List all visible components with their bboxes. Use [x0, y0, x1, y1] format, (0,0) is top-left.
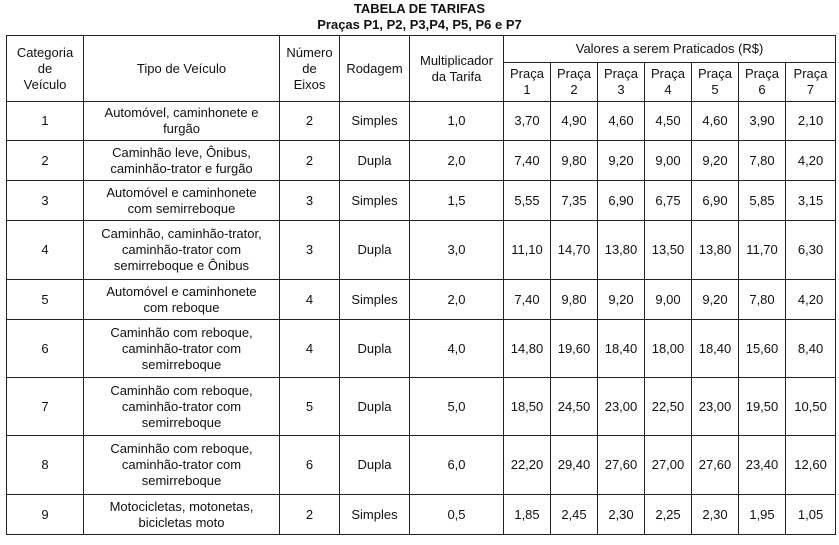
header-praca-6: Praça 6	[739, 63, 786, 102]
cell-valor: 2,10	[786, 102, 836, 141]
cell-valor: 9,00	[645, 280, 692, 320]
header-tipo: Tipo de Veículo	[84, 36, 280, 102]
cell-valor: 22,50	[645, 378, 692, 436]
cell-valor: 7,40	[504, 141, 551, 181]
table-row	[7, 320, 836, 378]
cell-eixos: 2	[280, 141, 340, 181]
cell-valor: 23,00	[598, 378, 645, 436]
cell-valor: 6,90	[692, 181, 739, 221]
table-row	[7, 181, 836, 221]
cell-valor: 2,25	[645, 495, 692, 535]
header-rodagem: Rodagem	[340, 36, 410, 102]
tariff-table-body	[7, 102, 836, 535]
cell-multiplicador: 6,0	[410, 436, 504, 495]
cell-tipo: Automóvel, caminhonete e furgão	[84, 102, 280, 141]
cell-categoria: 7	[7, 378, 84, 436]
cell-tipo: Caminhão leve, Ônibus, caminhão-trator e furgão	[84, 141, 280, 181]
cell-valor: 12,60	[786, 436, 836, 495]
cell-valor: 6,90	[598, 181, 645, 221]
cell-valor: 6,75	[645, 181, 692, 221]
cell-valor: 5,85	[739, 181, 786, 221]
cell-valor: 1,95	[739, 495, 786, 535]
cell-valor: 18,40	[692, 320, 739, 378]
cell-rodagem: Dupla	[340, 141, 410, 181]
cell-multiplicador: 3,0	[410, 221, 504, 280]
cell-valor: 27,60	[598, 436, 645, 495]
cell-categoria: 5	[7, 280, 84, 320]
cell-valor: 7,80	[739, 141, 786, 181]
cell-valor: 24,50	[551, 378, 598, 436]
cell-valor: 29,40	[551, 436, 598, 495]
cell-valor: 5,55	[504, 181, 551, 221]
header-praca-5: Praça 5	[692, 63, 739, 102]
header-multiplicador: Multiplicador da Tarifa	[410, 36, 504, 102]
cell-valor: 19,50	[739, 378, 786, 436]
cell-valor: 9,20	[692, 280, 739, 320]
cell-valor: 1,05	[786, 495, 836, 535]
cell-categoria: 9	[7, 495, 84, 535]
cell-rodagem: Dupla	[340, 221, 410, 280]
cell-eixos: 4	[280, 320, 340, 378]
cell-valor: 2,30	[598, 495, 645, 535]
cell-valor: 19,60	[551, 320, 598, 378]
cell-valor: 2,30	[692, 495, 739, 535]
cell-valor: 7,40	[504, 280, 551, 320]
header-praca-4: Praça 4	[645, 63, 692, 102]
cell-valor: 4,60	[692, 102, 739, 141]
cell-eixos: 3	[280, 221, 340, 280]
cell-eixos: 5	[280, 378, 340, 436]
table-row	[7, 221, 836, 280]
cell-tipo: Caminhão, caminhão-trator, caminhão-trator com semirreboque e Ônibus	[84, 221, 280, 280]
cell-tipo: Caminhão com reboque, caminhão-trator com semirreboque	[84, 378, 280, 436]
cell-valor: 18,50	[504, 378, 551, 436]
cell-valor: 18,00	[645, 320, 692, 378]
cell-valor: 8,40	[786, 320, 836, 378]
cell-rodagem: Simples	[340, 181, 410, 221]
header-praca-3: Praça 3	[598, 63, 645, 102]
cell-valor: 7,35	[551, 181, 598, 221]
cell-rodagem: Dupla	[340, 378, 410, 436]
cell-valor: 14,80	[504, 320, 551, 378]
cell-valor: 9,20	[598, 280, 645, 320]
cell-valor: 9,80	[551, 141, 598, 181]
cell-multiplicador: 0,5	[410, 495, 504, 535]
cell-eixos: 4	[280, 280, 340, 320]
cell-eixos: 2	[280, 102, 340, 141]
cell-valor: 13,80	[598, 221, 645, 280]
cell-valor: 9,20	[598, 141, 645, 181]
cell-valor: 3,15	[786, 181, 836, 221]
cell-multiplicador: 1,5	[410, 181, 504, 221]
cell-categoria: 4	[7, 221, 84, 280]
cell-categoria: 6	[7, 320, 84, 378]
cell-valor: 4,20	[786, 141, 836, 181]
header-praca-7: Praça 7	[786, 63, 836, 102]
cell-eixos: 6	[280, 436, 340, 495]
cell-tipo: Caminhão com reboque, caminhão-trator com semirreboque	[84, 320, 280, 378]
cell-tipo: Motocicletas, motonetas, bicicletas moto	[84, 495, 280, 535]
cell-multiplicador: 2,0	[410, 280, 504, 320]
cell-valor: 9,00	[645, 141, 692, 181]
cell-tipo: Caminhão com reboque, caminhão-trator com semirreboque	[84, 436, 280, 495]
cell-valor: 11,10	[504, 221, 551, 280]
cell-valor: 4,90	[551, 102, 598, 141]
cell-valor: 10,50	[786, 378, 836, 436]
table-row	[7, 280, 836, 320]
cell-valor: 4,20	[786, 280, 836, 320]
cell-categoria: 2	[7, 141, 84, 181]
cell-valor: 3,70	[504, 102, 551, 141]
cell-tipo: Automóvel e caminhonete com reboque	[84, 280, 280, 320]
cell-valor: 27,00	[645, 436, 692, 495]
table-subtitle: Praças P1, P2, P3,P4, P5, P6 e P7	[317, 17, 522, 32]
cell-rodagem: Simples	[340, 280, 410, 320]
cell-valor: 9,80	[551, 280, 598, 320]
cell-valor: 23,40	[739, 436, 786, 495]
table-row	[7, 102, 836, 141]
cell-valor: 6,30	[786, 221, 836, 280]
cell-rodagem: Simples	[340, 495, 410, 535]
cell-valor: 13,50	[645, 221, 692, 280]
cell-valor: 9,20	[692, 141, 739, 181]
cell-categoria: 1	[7, 102, 84, 141]
cell-multiplicador: 2,0	[410, 141, 504, 181]
header-praca-1: Praça 1	[504, 63, 551, 102]
cell-rodagem: Dupla	[340, 320, 410, 378]
cell-valor: 18,40	[598, 320, 645, 378]
cell-multiplicador: 4,0	[410, 320, 504, 378]
header-praca-2: Praça 2	[551, 63, 598, 102]
cell-eixos: 2	[280, 495, 340, 535]
table-row	[7, 436, 836, 495]
cell-valor: 3,90	[739, 102, 786, 141]
table-row	[7, 141, 836, 181]
cell-valor: 1,85	[504, 495, 551, 535]
table-row	[7, 378, 836, 436]
cell-valor: 4,60	[598, 102, 645, 141]
cell-multiplicador: 5,0	[410, 378, 504, 436]
cell-multiplicador: 1,0	[410, 102, 504, 141]
cell-categoria: 8	[7, 436, 84, 495]
table-row	[7, 495, 836, 535]
cell-valor: 23,00	[692, 378, 739, 436]
cell-rodagem: Simples	[340, 102, 410, 141]
header-categoria: Categoria de Veículo	[7, 36, 84, 102]
header-eixos: Número de Eixos	[280, 36, 340, 102]
header-valores: Valores a serem Praticados (R$)	[504, 36, 836, 63]
cell-valor: 7,80	[739, 280, 786, 320]
table-title: TABELA DE TARIFAS	[353, 1, 486, 16]
cell-valor: 13,80	[692, 221, 739, 280]
cell-valor: 27,60	[692, 436, 739, 495]
cell-valor: 15,60	[739, 320, 786, 378]
tariff-table	[6, 35, 836, 535]
cell-valor: 11,70	[739, 221, 786, 280]
cell-eixos: 3	[280, 181, 340, 221]
cell-categoria: 3	[7, 181, 84, 221]
cell-valor: 2,45	[551, 495, 598, 535]
cell-valor: 22,20	[504, 436, 551, 495]
cell-rodagem: Dupla	[340, 436, 410, 495]
cell-valor: 14,70	[551, 221, 598, 280]
cell-tipo: Automóvel e caminhonete com semirreboque	[84, 181, 280, 221]
cell-valor: 4,50	[645, 102, 692, 141]
